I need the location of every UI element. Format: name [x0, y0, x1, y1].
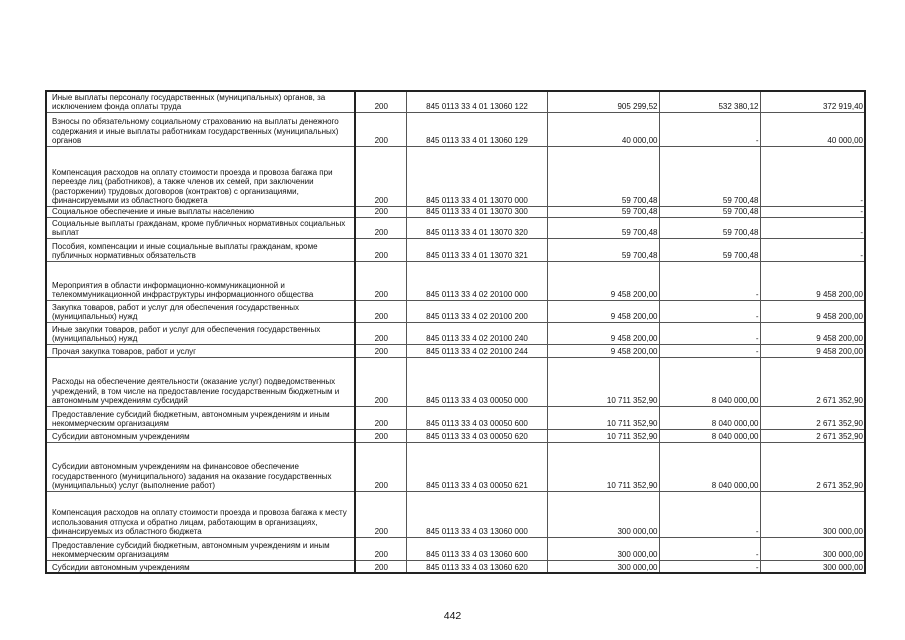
- row-value-3-cell: 300 000,00: [760, 560, 865, 573]
- row-value-1-cell: 905 299,52: [547, 91, 659, 112]
- row-value-2-cell: 8 040 000,00: [659, 357, 760, 406]
- row-value-3-cell: 9 458 200,00: [760, 344, 865, 357]
- row-value-3-cell: -: [760, 238, 865, 261]
- row-name-cell: Социальное обеспечение и иные выплаты населению: [46, 206, 355, 217]
- row-value-3-cell: 2 671 352,90: [760, 406, 865, 429]
- row-value-3-cell: -: [760, 146, 865, 206]
- row-name-cell: Мероприятия в области информационно-коммуникационной и телекоммуникационной инфраструктуры информационного общества: [46, 261, 355, 300]
- row-value-2-cell: -: [659, 322, 760, 344]
- table-row: [46, 112, 865, 146]
- row-name-cell: Предоставление субсидий бюджетным, автономным учреждениям и иным некоммерческим организациям: [46, 537, 355, 560]
- row-value-1-cell: 9 458 200,00: [547, 344, 659, 357]
- row-code-cell: 200: [355, 357, 406, 406]
- table-row: [46, 322, 865, 344]
- row-value-3-cell: 2 671 352,90: [760, 442, 865, 491]
- row-code-cell: 200: [355, 537, 406, 560]
- row-name-cell: Предоставление субсидий бюджетным, автономным учреждениям и иным некоммерческим организациям: [46, 406, 355, 429]
- table-row: [46, 357, 865, 406]
- row-kbk-cell: 845 0113 33 4 02 20100 244: [406, 344, 547, 357]
- table-row: [46, 429, 865, 442]
- table-row: [46, 406, 865, 429]
- row-value-2-cell: 59 700,48: [659, 238, 760, 261]
- row-kbk-cell: 845 0113 33 4 02 20100 240: [406, 322, 547, 344]
- row-value-2-cell: 8 040 000,00: [659, 429, 760, 442]
- row-kbk-cell: 845 0113 33 4 03 13060 620: [406, 560, 547, 573]
- row-value-2-cell: -: [659, 344, 760, 357]
- table-body: [46, 91, 865, 573]
- row-value-3-cell: 9 458 200,00: [760, 322, 865, 344]
- table-row: [46, 261, 865, 300]
- row-code-cell: 200: [355, 91, 406, 112]
- row-value-3-cell: 300 000,00: [760, 537, 865, 560]
- row-code-cell: 200: [355, 206, 406, 217]
- row-kbk-cell: 845 0113 33 4 03 13060 600: [406, 537, 547, 560]
- row-kbk-cell: 845 0113 33 4 01 13060 129: [406, 112, 547, 146]
- row-kbk-cell: 845 0113 33 4 03 00050 621: [406, 442, 547, 491]
- row-name-cell: Субсидии автономным учреждениям: [46, 560, 355, 573]
- row-kbk-cell: 845 0113 33 4 01 13070 300: [406, 206, 547, 217]
- table-row: [46, 217, 865, 238]
- row-value-3-cell: 2 671 352,90: [760, 429, 865, 442]
- row-code-cell: 200: [355, 112, 406, 146]
- table-row: [46, 491, 865, 537]
- row-name-cell: Взносы по обязательному социальному страхованию на выплаты денежного содержания и иные выплаты работникам государственных (муниципальных) органов: [46, 112, 355, 146]
- row-name-cell: Иные выплаты персоналу государственных (муниципальных) органов, за исключением фонда оплаты труда: [46, 91, 355, 112]
- row-kbk-cell: 845 0113 33 4 01 13070 000: [406, 146, 547, 206]
- row-kbk-cell: 845 0113 33 4 01 13060 122: [406, 91, 547, 112]
- row-value-1-cell: 9 458 200,00: [547, 261, 659, 300]
- row-name-cell: Субсидии автономным учреждениям: [46, 429, 355, 442]
- row-code-cell: 200: [355, 217, 406, 238]
- budget-table: [45, 90, 866, 574]
- row-value-1-cell: 9 458 200,00: [547, 300, 659, 322]
- row-value-2-cell: 8 040 000,00: [659, 442, 760, 491]
- row-value-1-cell: 9 458 200,00: [547, 322, 659, 344]
- row-value-2-cell: -: [659, 112, 760, 146]
- row-value-3-cell: 372 919,40: [760, 91, 865, 112]
- row-value-1-cell: 10 711 352,90: [547, 429, 659, 442]
- row-name-cell: Субсидии автономным учреждениям на финансовое обеспечение государственного (муниципального) задания на оказание государственных (муниципальных) услуг (выполнение работ): [46, 442, 355, 491]
- row-value-3-cell: 40 000,00: [760, 112, 865, 146]
- row-value-1-cell: 10 711 352,90: [547, 442, 659, 491]
- row-value-1-cell: 59 700,48: [547, 206, 659, 217]
- row-value-1-cell: 10 711 352,90: [547, 357, 659, 406]
- row-value-1-cell: 59 700,48: [547, 217, 659, 238]
- row-code-cell: 200: [355, 238, 406, 261]
- row-value-3-cell: 300 000,00: [760, 491, 865, 537]
- table-row: [46, 344, 865, 357]
- row-name-cell: Иные закупки товаров, работ и услуг для обеспечения государственных (муниципальных) нужд: [46, 322, 355, 344]
- row-kbk-cell: 845 0113 33 4 01 13070 320: [406, 217, 547, 238]
- row-name-cell: Прочая закупка товаров, работ и услуг: [46, 344, 355, 357]
- table-row: [46, 300, 865, 322]
- row-kbk-cell: 845 0113 33 4 03 13060 000: [406, 491, 547, 537]
- row-name-cell: Закупка товаров, работ и услуг для обеспечения государственных (муниципальных) нужд: [46, 300, 355, 322]
- page-number: 442: [443, 610, 462, 622]
- row-value-2-cell: -: [659, 261, 760, 300]
- table-row: [46, 146, 865, 206]
- row-code-cell: 200: [355, 300, 406, 322]
- row-value-3-cell: -: [760, 206, 865, 217]
- row-code-cell: 200: [355, 560, 406, 573]
- row-code-cell: 200: [355, 491, 406, 537]
- row-value-1-cell: 59 700,48: [547, 238, 659, 261]
- row-value-2-cell: 59 700,48: [659, 206, 760, 217]
- row-value-1-cell: 10 711 352,90: [547, 406, 659, 429]
- row-code-cell: 200: [355, 322, 406, 344]
- row-kbk-cell: 845 0113 33 4 03 00050 620: [406, 429, 547, 442]
- row-kbk-cell: 845 0113 33 4 02 20100 200: [406, 300, 547, 322]
- row-name-cell: Социальные выплаты гражданам, кроме публичных нормативных социальных выплат: [46, 217, 355, 238]
- row-value-2-cell: 8 040 000,00: [659, 406, 760, 429]
- row-value-1-cell: 300 000,00: [547, 537, 659, 560]
- row-kbk-cell: 845 0113 33 4 02 20100 000: [406, 261, 547, 300]
- table-row: [46, 91, 865, 112]
- row-value-2-cell: -: [659, 491, 760, 537]
- row-code-cell: 200: [355, 261, 406, 300]
- row-code-cell: 200: [355, 146, 406, 206]
- row-value-2-cell: 532 380,12: [659, 91, 760, 112]
- row-value-3-cell: 9 458 200,00: [760, 300, 865, 322]
- table-row: [46, 206, 865, 217]
- row-name-cell: Компенсация расходов на оплату стоимости проезда и провоза багажа к месту использования отпуска и обратно лицам, работающим в организациях, финансируемых из областного бюджета: [46, 491, 355, 537]
- row-value-1-cell: 300 000,00: [547, 491, 659, 537]
- row-value-1-cell: 40 000,00: [547, 112, 659, 146]
- row-name-cell: Компенсация расходов на оплату стоимости проезда и провоза багажа при переезде лиц (работников), а также членов их семей, при заключении (расторжении) трудовых договоров (контрактов) с организациями, финансируемыми из областного бюджета: [46, 146, 355, 206]
- row-code-cell: 200: [355, 442, 406, 491]
- row-value-2-cell: -: [659, 537, 760, 560]
- row-value-3-cell: -: [760, 217, 865, 238]
- table-row: [46, 537, 865, 560]
- row-kbk-cell: 845 0113 33 4 03 00050 600: [406, 406, 547, 429]
- row-value-2-cell: 59 700,48: [659, 217, 760, 238]
- row-value-2-cell: -: [659, 300, 760, 322]
- row-kbk-cell: 845 0113 33 4 01 13070 321: [406, 238, 547, 261]
- row-value-3-cell: 2 671 352,90: [760, 357, 865, 406]
- row-value-2-cell: -: [659, 560, 760, 573]
- row-kbk-cell: 845 0113 33 4 03 00050 000: [406, 357, 547, 406]
- table-row: [46, 238, 865, 261]
- table-row: [46, 442, 865, 491]
- row-name-cell: Пособия, компенсации и иные социальные выплаты гражданам, кроме публичных нормативных обязательств: [46, 238, 355, 261]
- row-code-cell: 200: [355, 406, 406, 429]
- row-code-cell: 200: [355, 344, 406, 357]
- row-value-1-cell: 300 000,00: [547, 560, 659, 573]
- row-name-cell: Расходы на обеспечение деятельности (оказание услуг) подведомственных учреждений, в том числе на предоставление государственным бюджетным и автономным учреждениям субсидий: [46, 357, 355, 406]
- row-code-cell: 200: [355, 429, 406, 442]
- table-row: [46, 560, 865, 573]
- row-value-2-cell: 59 700,48: [659, 146, 760, 206]
- row-value-1-cell: 59 700,48: [547, 146, 659, 206]
- row-value-3-cell: 9 458 200,00: [760, 261, 865, 300]
